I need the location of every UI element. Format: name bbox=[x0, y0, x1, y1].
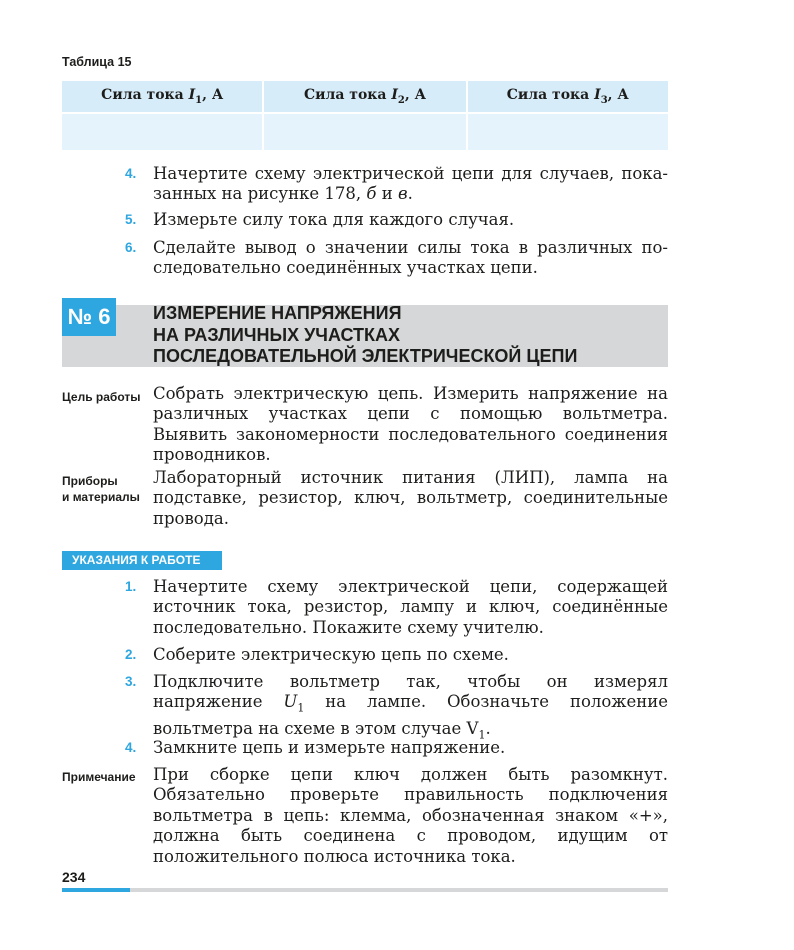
step-number: 5. bbox=[125, 212, 137, 227]
step-number: 4. bbox=[125, 166, 137, 181]
step-number: 4. bbox=[125, 740, 137, 755]
results-table bbox=[62, 81, 668, 150]
list-item: 6. Сделайте вывод о значении силы тока в различных по- следовательно соединённых участках цепи. bbox=[125, 238, 668, 278]
step-number: 1. bbox=[125, 579, 137, 594]
equipment-text: Лабораторный источник питания (ЛИП), лампа на подставке, резистор, ключ, вольтметр, соединительные провода. bbox=[153, 468, 668, 528]
section-number-badge: № 6 bbox=[62, 298, 116, 336]
list-item: 4. Начертите схему электрической цепи для случаев, пока- занных на рисунке 178, б и в. bbox=[125, 164, 668, 204]
footer-accent bbox=[62, 888, 130, 892]
instructions-badge: УКАЗАНИЯ К РАБОТЕ bbox=[62, 551, 222, 570]
list-item: 2. Соберите электрическую цепь по схеме. bbox=[125, 645, 509, 664]
step-number: 2. bbox=[125, 647, 137, 662]
list-item: 1. Начертите схему электрической цепи, содержащей источник тока, резистор, лампу и ключ, соединённые последовательно. Покажите схему учителю. bbox=[125, 577, 668, 637]
table-cell bbox=[263, 113, 466, 150]
goal-text: Собрать электрическую цепь. Измерить напряжение на различных участках цепи с помощью вольтметра. Выявить закономерности последовательного соединения проводников. bbox=[153, 384, 668, 465]
table-cell bbox=[62, 113, 263, 150]
note-label: Примечание bbox=[62, 770, 136, 784]
footer-rule bbox=[62, 888, 668, 892]
table-header-row bbox=[62, 81, 668, 113]
table-caption: Таблица 15 bbox=[62, 55, 132, 69]
step-number: 6. bbox=[125, 240, 137, 255]
note-text: При сборке цепи ключ должен быть разомкнут. Обязательно проверьте правильность подключения вольтметра в цепь: клемма, обозначенная знаком «+», должна быть соединена с проводом, идущим от положительного полюса источника тока. bbox=[153, 765, 668, 866]
page-number: 234 bbox=[62, 869, 86, 885]
step-number: 3. bbox=[125, 674, 137, 689]
table-header-cell: Сила тока $I_2$, А bbox=[263, 81, 466, 113]
list-item: 4. Замкните цепь и измерьте напряжение. bbox=[125, 738, 506, 757]
table-row bbox=[62, 113, 668, 150]
table-header-cell: Сила тока $I_1$, А bbox=[62, 81, 263, 113]
section-title: ИЗМЕРЕНИЕ НАПРЯЖЕНИЯ НА РАЗЛИЧНЫХ УЧАСТКАХ ПОСЛЕДОВАТЕЛЬНОЙ ЭЛЕКТРИЧЕСКОЙ ЦЕПИ bbox=[153, 303, 578, 366]
list-item: 5. Измерьте силу тока для каждого случая. bbox=[125, 210, 515, 229]
table-header-cell: Сила тока $I_3$, А bbox=[467, 81, 668, 113]
equipment-label: Приборы и материалы bbox=[62, 474, 140, 504]
table-cell bbox=[467, 113, 668, 150]
list-item: 3. Подключите вольтметр так, чтобы он измерял напряжение $U_1$ на лампе. Обозначьте положение вольтметра на схеме в этом случае $V_1$. bbox=[125, 672, 668, 742]
goal-label: Цель работы bbox=[62, 390, 141, 404]
